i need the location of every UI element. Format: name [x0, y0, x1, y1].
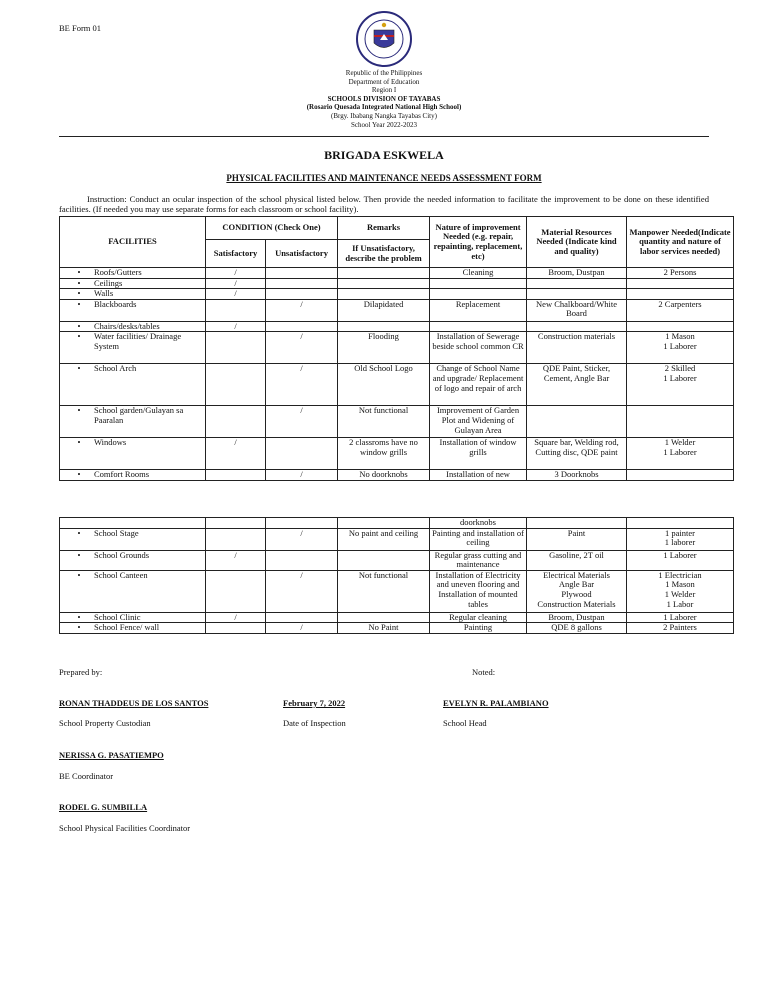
material-cell: Construction materials — [527, 332, 627, 364]
manpower-cell: 1 Electrician 1 Mason 1 Welder 1 Labor — [627, 570, 734, 612]
inspection-date: February 7, 2022 — [283, 698, 346, 708]
school-head-name: EVELYN R. PALAMBIANO — [443, 698, 549, 708]
unsat-cell — [266, 438, 338, 470]
nature-cell — [430, 289, 527, 300]
header-line: Department of Education — [348, 77, 420, 86]
unsat-cell: / — [266, 470, 338, 481]
bullet-icon: • — [77, 612, 81, 622]
remarks-cell: No paint and ceiling — [338, 528, 430, 550]
sat-cell: / — [206, 289, 266, 300]
material-cell: 3 Doorknobs — [527, 470, 627, 481]
facility-cell — [60, 289, 206, 300]
facility-cell — [60, 528, 206, 550]
header-facilities: FACILITIES — [60, 217, 206, 268]
assessment-table — [59, 216, 734, 481]
remarks-cell — [338, 289, 430, 300]
nature-cell: doorknobs — [430, 518, 527, 529]
manpower-cell: 1 Laborer — [627, 550, 734, 570]
unsat-cell — [266, 289, 338, 300]
material-cell — [527, 289, 627, 300]
table-row — [60, 364, 734, 406]
manpower-cell — [627, 278, 734, 289]
table-row — [60, 289, 734, 300]
bullet-icon: • — [77, 437, 81, 448]
unsat-cell: / — [266, 332, 338, 364]
facility-name: Windows — [94, 437, 127, 448]
facility-name: School Clinic — [94, 612, 141, 622]
remarks-cell: No Paint — [338, 623, 430, 634]
remarks-cell — [338, 278, 430, 289]
sat-cell: / — [206, 550, 266, 570]
facilities-coordinator-role: School Physical Facilities Coordinator — [59, 823, 191, 833]
bullet-icon: • — [77, 331, 81, 342]
header-satisfactory: Satisfactory — [206, 240, 266, 268]
table-row — [60, 550, 734, 570]
prepared-by-label: Prepared by: — [59, 667, 103, 677]
facility-name: School Arch — [94, 363, 137, 374]
unsat-cell — [266, 518, 338, 529]
manpower-cell — [627, 406, 734, 438]
facility-cell — [60, 570, 206, 612]
material-cell — [527, 406, 627, 438]
sat-cell — [206, 528, 266, 550]
facility-name: Comfort Rooms — [94, 469, 150, 480]
remarks-cell — [338, 612, 430, 623]
manpower-cell: 2 Persons — [627, 268, 734, 279]
bullet-icon: • — [77, 288, 81, 299]
unsat-cell — [266, 278, 338, 289]
nature-cell: Painting and installation of ceiling — [430, 528, 527, 550]
remarks-cell: Dilapidated — [338, 299, 430, 321]
material-cell — [527, 278, 627, 289]
remarks-cell — [338, 518, 430, 529]
form-subtitle: PHYSICAL FACILITIES AND MAINTENANCE NEEDS ASSESSMENT FORM — [226, 173, 542, 183]
table-row — [60, 332, 734, 364]
sat-cell — [206, 518, 266, 529]
sat-cell — [206, 623, 266, 634]
manpower-cell: 1 Laborer — [627, 612, 734, 623]
manpower-cell: 1 painter 1 laborer — [627, 528, 734, 550]
material-cell — [527, 518, 627, 529]
nature-cell: Installation of Sewerage beside school common CR — [430, 332, 527, 364]
nature-cell: Cleaning — [430, 268, 527, 279]
nature-cell — [430, 321, 527, 332]
bullet-icon: • — [77, 469, 81, 480]
header-remarks: Remarks — [338, 217, 430, 240]
unsat-cell — [266, 321, 338, 332]
bullet-icon: • — [77, 278, 81, 288]
header-line: School Year 2022-2023 — [351, 120, 417, 129]
unsat-cell: / — [266, 570, 338, 612]
remarks-cell: No doorknobs — [338, 470, 430, 481]
facility-name: School Stage — [94, 528, 139, 538]
material-cell: Square bar, Welding rod, Cutting disc, QDE paint — [527, 438, 627, 470]
facility-cell — [60, 321, 206, 332]
coordinator-role: BE Coordinator — [59, 771, 114, 781]
facility-name: School Fence/ wall — [94, 622, 160, 633]
facility-name: Roofs/Gutters — [94, 267, 142, 277]
bullet-icon: • — [77, 622, 81, 633]
sat-cell — [206, 406, 266, 438]
remarks-cell — [338, 268, 430, 279]
manpower-cell: 2 Skilled 1 Laborer — [627, 364, 734, 406]
table-row — [60, 406, 734, 438]
facility-name: School Grounds — [94, 550, 150, 560]
form-title: BRIGADA ESKWELA — [324, 148, 444, 162]
header-condition: CONDITION (Check One) — [206, 217, 338, 240]
manpower-cell — [627, 289, 734, 300]
table-row — [60, 299, 734, 321]
assessment-table-continued — [59, 517, 734, 634]
facility-cell — [60, 406, 206, 438]
nature-cell: Regular grass cutting and maintenance — [430, 550, 527, 570]
manpower-cell: 2 Painters — [627, 623, 734, 634]
sat-cell: / — [206, 438, 266, 470]
bullet-icon: • — [77, 528, 81, 538]
remarks-cell: Not functional — [338, 406, 430, 438]
manpower-cell — [627, 518, 734, 529]
custodian-role: School Property Custodian — [59, 718, 151, 728]
material-cell: QDE 8 gallons — [527, 623, 627, 634]
material-cell: Electrical Materials Angle Bar Plywood Construction Materials — [527, 570, 627, 612]
table-row — [60, 278, 734, 289]
school-head-role: School Head — [443, 718, 487, 728]
unsat-cell: / — [266, 623, 338, 634]
facility-cell — [60, 299, 206, 321]
sat-cell: / — [206, 278, 266, 289]
table-row — [60, 321, 734, 332]
table-row — [60, 268, 734, 279]
nature-cell: Replacement — [430, 299, 527, 321]
facility-cell — [60, 268, 206, 279]
custodian-name: RONAN THADDEUS DE LOS SANTOS — [59, 698, 209, 708]
facility-cell — [60, 278, 206, 289]
bullet-icon: • — [77, 299, 81, 309]
nature-cell: Improvement of Garden Plot and Widening of Gulayan Area — [430, 406, 527, 438]
nature-cell: Painting — [430, 623, 527, 634]
bullet-icon: • — [77, 570, 81, 580]
facility-name: Ceilings — [94, 278, 123, 288]
facility-cell — [60, 470, 206, 481]
material-cell: Broom, Dustpan — [527, 268, 627, 279]
manpower-cell — [627, 321, 734, 332]
facility-name: School garden/Gulayan sa Paaralan — [94, 405, 184, 425]
header-unsatisfactory: Unsatisfactory — [266, 240, 338, 268]
nature-cell: Change of School Name and upgrade/ Replacement of logo and repair of arch — [430, 364, 527, 406]
material-cell: New Chalkboard/White Board — [527, 299, 627, 321]
nature-cell: Installation of Electricity and uneven flooring and Installation of mounted tables — [430, 570, 527, 612]
material-cell: Broom, Dustpan — [527, 612, 627, 623]
header-line: SCHOOLS DIVISION OF TAYABAS — [327, 94, 441, 103]
unsat-cell — [266, 268, 338, 279]
unsat-cell — [266, 612, 338, 623]
manpower-cell: 1 Welder 1 Laborer — [627, 438, 734, 470]
bullet-icon: • — [77, 550, 81, 560]
remarks-cell — [338, 321, 430, 332]
instruction-text: Instruction: Conduct an ocular inspection of the school physical listed below. Then provide the needed information to facilitate the improvement to be done on these identified facilities. (If needed you may use separate forms for each classroom or school facility). — [59, 194, 709, 214]
table-row — [60, 570, 734, 612]
bullet-icon: • — [77, 267, 81, 277]
facility-name: Water facilities/ Drainage System — [94, 331, 182, 351]
manpower-cell: 2 Carpenters — [627, 299, 734, 321]
remarks-cell: 2 classroms have no window grills — [338, 438, 430, 470]
bullet-icon: • — [77, 405, 81, 416]
facility-cell — [60, 550, 206, 570]
unsat-cell: / — [266, 364, 338, 406]
sat-cell — [206, 299, 266, 321]
facility-name: Walls — [94, 288, 114, 299]
nature-cell: Installation of window grills — [430, 438, 527, 470]
header-line: (Rosario Quesada Integrated National High School) — [306, 103, 462, 112]
material-cell: QDE Paint, Sticker, Cement, Angle Bar — [527, 364, 627, 406]
facility-name: Chairs/desks/tables — [94, 321, 160, 331]
header-material: Material Resources Needed (Indicate kind and quality) — [527, 217, 627, 268]
sat-cell — [206, 470, 266, 481]
bullet-icon: • — [77, 321, 81, 331]
material-cell: Paint — [527, 528, 627, 550]
nature-cell — [430, 278, 527, 289]
header-divider — [59, 136, 709, 137]
facility-name: School Canteen — [94, 570, 148, 580]
sat-cell — [206, 570, 266, 612]
facility-cell — [60, 364, 206, 406]
nature-cell: Regular cleaning — [430, 612, 527, 623]
facility-name: Blackboards — [94, 299, 137, 309]
header-nature: Nature of improvement Needed (e.g. repair, repainting, replacement, etc) — [430, 217, 527, 268]
remarks-cell: Old School Logo — [338, 364, 430, 406]
table-row — [60, 470, 734, 481]
remarks-cell: Flooding — [338, 332, 430, 364]
material-cell: Gasoline, 2T oil — [527, 550, 627, 570]
header-manpower: Manpower Needed(Indicate quantity and nature of labor services needed) — [627, 217, 734, 268]
material-cell — [527, 321, 627, 332]
deped-seal-icon — [355, 10, 413, 68]
table-row — [60, 623, 734, 634]
facility-cell — [60, 438, 206, 470]
table-row — [60, 528, 734, 550]
remarks-cell: Not functional — [338, 570, 430, 612]
header-line: (Brgy. Ibabang Nangka Tayabas City) — [331, 111, 437, 120]
header-remarks-sub: If Unsatisfactory, describe the problem — [338, 240, 430, 268]
facility-cell — [60, 623, 206, 634]
sat-cell — [206, 332, 266, 364]
header-line: Region I — [371, 86, 397, 95]
header-line: Republic of the Philippines — [345, 69, 423, 77]
bullet-icon: • — [77, 363, 81, 374]
facility-cell — [60, 332, 206, 364]
unsat-cell: / — [266, 406, 338, 438]
sat-cell: / — [206, 268, 266, 279]
unsat-cell — [266, 550, 338, 570]
form-id: BE Form 01 — [59, 23, 102, 33]
table-row — [60, 612, 734, 623]
sat-cell: / — [206, 321, 266, 332]
unsat-cell: / — [266, 299, 338, 321]
coordinator-name: NERISSA G. PASATIEMPO — [59, 750, 164, 760]
sat-cell — [206, 364, 266, 406]
facility-cell — [60, 612, 206, 623]
manpower-cell — [627, 470, 734, 481]
manpower-cell: 1 Mason 1 Laborer — [627, 332, 734, 364]
inspection-date-label: Date of Inspection — [283, 718, 346, 728]
facility-cell — [60, 518, 206, 529]
noted-label: Noted: — [472, 667, 496, 677]
table-row — [60, 518, 734, 529]
sat-cell: / — [206, 612, 266, 623]
nature-cell: Installation of new — [430, 470, 527, 481]
unsat-cell: / — [266, 528, 338, 550]
school-header — [0, 69, 768, 129]
table-row — [60, 438, 734, 470]
remarks-cell — [338, 550, 430, 570]
facilities-coordinator-name: RODEL G. SUMBILLA — [59, 802, 148, 812]
